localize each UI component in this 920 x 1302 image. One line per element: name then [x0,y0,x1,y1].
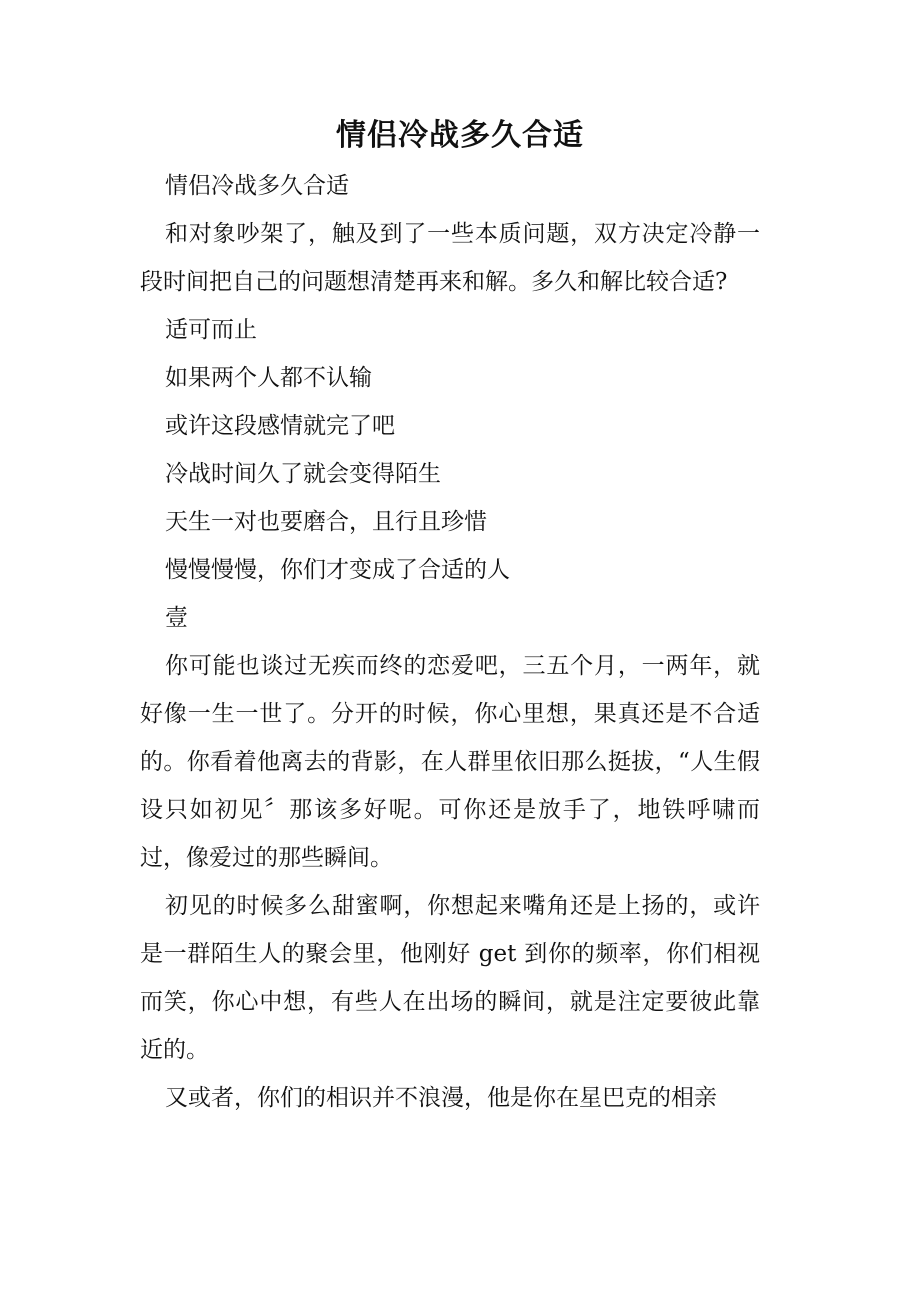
paragraph: 又或者，你们的相识并不浪漫，他是你在星巴克的相亲 [165,1085,717,1111]
paragraph: 你可能也谈过无疾而终的恋爱吧，三五个月，一两年，就好像一生一世了。分开的时候，你心里想，果真还是不合适的。你看着他离去的背影，在人群里依旧那么挺拔，“人生假设只如初见〞那该多好呢。可你还是放手了，地铁呼啸而过，像爱过的那些瞬间。 [140,653,760,871]
paragraph: 或许这段感情就完了吧 [165,413,395,439]
paragraph: 慢慢慢慢，你们才变成了合适的人 [165,557,510,583]
document-title: 情侣冷战多久合适 [336,118,584,153]
paragraph: 情侣冷战多久合适 [165,173,349,199]
paragraph: 初见的时候多么甜蜜啊，你想起来嘴角还是上扬的，或许是一群陌生人的聚会里，他刚好 get 到你的频率，你们相视而笑，你心中想，有些人在出场的瞬间，就是注定要彼此靠近的。 [140,893,760,1063]
paragraph: 和对象吵架了，触及到了一些本质问题，双方决定冷静一段时间把自己的问题想清楚再来和解。多久和解比较合适? [140,221,760,295]
section-heading: 壹 [165,605,188,631]
paragraph: 冷战时间久了就会变得陌生 [165,461,441,487]
paragraph: 如果两个人都不认输 [165,365,372,391]
document-body [140,162,760,1122]
paragraph: 天生一对也要磨合，且行且珍惜 [165,509,487,535]
paragraph: 适可而止 [165,317,257,343]
